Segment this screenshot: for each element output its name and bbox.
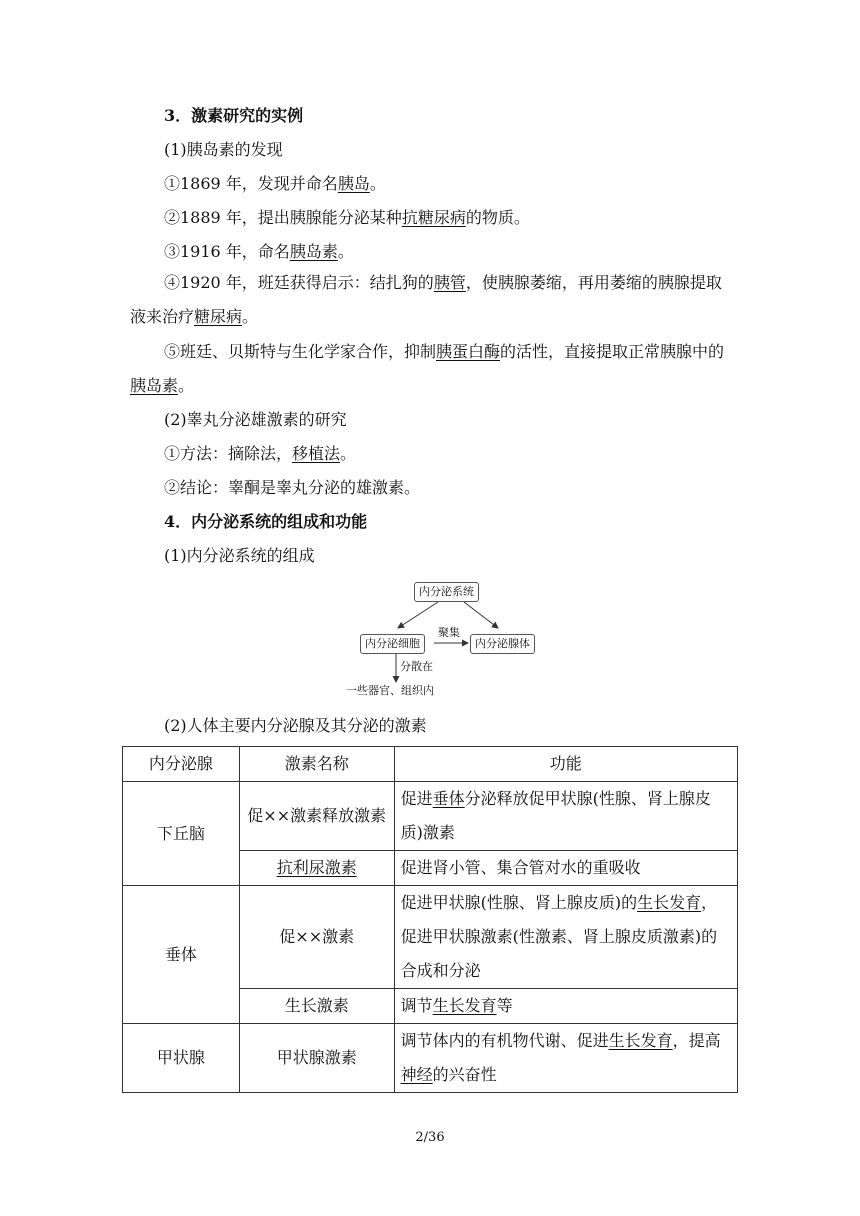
gland-cell: 垂体 — [123, 886, 240, 1024]
item-conclusion: ②结论：睾酮是睾丸分泌的雄激素。 — [164, 478, 421, 497]
function-cell: 促进甲状腺(性腺、肾上腺皮质)的生长发育，促进甲状腺激素(性激素、肾上腺皮质激素)的合成和分泌 — [394, 886, 737, 989]
hormone-cell: 生长激素 — [239, 989, 394, 1024]
function-cell: 促进垂体分泌释放促甲状腺(性腺、肾上腺皮质)激素 — [394, 782, 737, 851]
header-hormone: 激素名称 — [239, 747, 394, 782]
endocrine-gland-table — [122, 746, 738, 1093]
box-endocrine-glands: 内分泌腺体 — [470, 634, 535, 654]
function-cell: 调节生长发育等 — [394, 989, 737, 1024]
box-endocrine-system: 内分泌系统 — [414, 582, 479, 602]
hormone-cell: 促××激素释放激素 — [239, 782, 394, 851]
subheading-testis: (2)睾丸分泌雄激素的研究 — [164, 410, 347, 429]
box-endocrine-cells: 内分泌细胞 — [360, 634, 425, 654]
table-row — [123, 782, 738, 851]
page-number: 2/36 — [415, 1130, 445, 1145]
item-1920: ④1920 年，班廷获得启示：结扎狗的胰管，使胰腺萎缩，再用萎缩的胰腺提取液来治疗糖尿病。 — [130, 273, 722, 326]
gland-cell: 下丘脑 — [123, 782, 240, 886]
hormone-cell: 甲状腺激素 — [239, 1024, 394, 1093]
function-cell: 促进肾小管、集合管对水的重吸收 — [394, 851, 737, 886]
item-1916: ③1916 年，命名胰岛素。 — [164, 242, 354, 261]
hormone-cell: 抗利尿激素 — [239, 851, 394, 886]
table-row — [123, 886, 738, 989]
subheading-glands: (2)人体主要内分泌腺及其分泌的激素 — [164, 716, 427, 735]
label-aggregate: 聚集 — [438, 626, 460, 639]
label-distributed: 分散在 — [400, 660, 433, 673]
item-1869: ①1869 年，发现并命名胰岛。 — [164, 174, 386, 193]
header-function: 功能 — [394, 747, 737, 782]
subheading-composition: (1)内分泌系统的组成 — [164, 546, 315, 565]
item-banting-best: ⑤班廷、贝斯特与生化学家合作，抑制胰蛋白酶的活性，直接提取正常胰腺中的胰岛素。 — [130, 342, 725, 395]
header-gland: 内分泌腺 — [123, 747, 240, 782]
endocrine-system-diagram — [340, 578, 550, 700]
gland-cell: 甲状腺 — [123, 1024, 240, 1093]
subheading-insulin: (1)胰岛素的发现 — [164, 140, 283, 159]
section-3-heading: 3．激素研究的实例 — [164, 106, 304, 125]
function-cell: 调节体内的有机物代谢、促进生长发育，提高神经的兴奋性 — [394, 1024, 737, 1093]
table-row — [123, 1024, 738, 1093]
table-header-row — [123, 747, 738, 782]
item-method: ①方法：摘除法，移植法。 — [164, 444, 357, 463]
hormone-cell: 促××激素 — [239, 886, 394, 989]
label-organs-tissues: 一些器官、组织内 — [346, 684, 434, 697]
section-4-heading: 4．内分泌系统的组成和功能 — [164, 512, 368, 531]
item-1889: ②1889 年，提出胰腺能分泌某种抗糖尿病的物质。 — [164, 208, 530, 227]
